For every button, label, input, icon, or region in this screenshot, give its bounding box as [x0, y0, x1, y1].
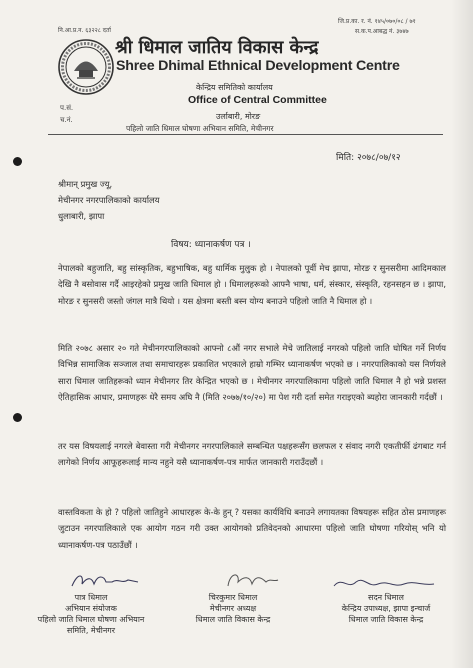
recipient-line-3: धुलाबारी, झापा — [58, 211, 105, 221]
signatory-2-name: चिरकुमार धिमाल — [208, 593, 258, 602]
paragraph-2: मिति २०७८ असार २० गते मेचीनगरपालिकाको आफ्नो ८औं नगर सभाले मेचे जातिलाई नगरको पहिलो जाति घोषित गर्ने निर्णय विभिन्न सामाजिक सञ्जाल तथा समाचारहरू प्रकाशित भएकाले हाम्रो गम्भिर ध्यानाकर्षण भएको छ । नगरपालिकाको यस निर्णयले सारा धिमाल जातिहरूको ध्यान मेचीनगर तिर केन्द्रित भएको छ । मेचीनगर नगरपालिकामा पहिलो जाति धिमाल नै हो भन्ने प्रशस्त ऐतिहासिक आधार, प्रमाणहरू धेरै समय अघि नै (मिति २०७७/१०/२०) मा पेश गरी दर्ता समेत गराइएको ब्यहोरा जानकारी गर्दछौं । — [58, 343, 446, 402]
signatory-1-org-2: समिति, मेचीनगर — [66, 626, 116, 635]
registration-number-left: नि.आ.प्र.न. ६३२२८ दर्ता — [58, 27, 111, 34]
paragraph-3: तर यस विषयलाई नगरले बेवास्ता गरी मेचीनगर नगरपालिकाले सम्बन्धित पक्षहरूसँग छलफल र संवाद नगरी एकतीर्फी ढंगबाट गर्न लागेको निर्णय आफूहरूलाई मान्य नहुने यसै ध्यानाकर्षण-पत्र मार्फत जानकारी गराउँदछौं । — [58, 441, 446, 468]
page-shadow — [451, 0, 473, 668]
office-location: उर्लाबारी, मोरङ — [216, 112, 261, 121]
signatory-1-name: पात्र धिमाल — [74, 593, 108, 602]
signatory-1 — [36, 592, 146, 636]
punch-hole-bottom — [13, 413, 22, 422]
signatory-2-title: मेचीनगर अध्यक्ष — [209, 604, 257, 613]
organization-name-nepali: श्री धिमाल जातिय विकास केन्द्र — [115, 37, 319, 58]
signatory-3 — [316, 592, 456, 625]
signatory-3-title: केन्द्रिय उपाध्यक्ष, झापा इन्चार्ज — [341, 604, 431, 613]
signature-2 — [222, 568, 282, 592]
header-divider — [48, 134, 443, 135]
signatory-3-org: धिमाल जाति विकास केन्द्र — [348, 615, 424, 624]
letter-number-label: प.सं. — [60, 104, 74, 112]
signatory-2-org: धिमाल जाति विकास केन्द्र — [195, 615, 271, 624]
signatory-3-name: सदन धिमाल — [368, 593, 404, 602]
signatory-1-title: अभियान संयोजक — [65, 604, 117, 613]
recipient-line-2: मेचीनगर नगरपालिकाको कार्यालय — [58, 195, 160, 205]
letter-date: मिति: २०७८/०७/१२ — [336, 153, 401, 163]
letter-subject: विषय: ध्यानाकर्षण पत्र । — [171, 240, 251, 250]
signatory-2 — [178, 592, 288, 625]
signatory-1-org: पहिलो जाति धिमाल घोषणा अभियान — [37, 615, 145, 624]
paragraph-1: नेपालको बहुजाति, बहु सांस्कृतिक, बहुभाषिक, बहु धार्मिक मुलुक हो । नेपालको पूर्वी मेच झापा, मोरङ र सुनसरीमा आदिमकाल देखि नै बसोवास गर्दै आइरहेको प्रमुख जाति धिमाल हो । धिमालहरूको आफ्नै भाषा, धर्म, संस्कार, संस्कृति, रहनसहन छ । झापा, मोरङ र सुनसरी जस्तो जंगल मात्रै थियो । यस क्षेत्रमा बस्ती बस्न योग्य बनाउने पहिलो जाति नै धिमाल हो । — [58, 263, 446, 306]
organization-name-english: Shree Dhimal Ethnical Development Centre — [116, 58, 400, 74]
recipient-line-1: श्रीमान् प्रमुख ज्यू, — [58, 179, 113, 189]
paragraph-4: वास्तविकता के हो ? पहिलो जातिहुने आधारहरू के-के हुन् ? यसका कार्यविधि बनाउने लगायतका विषयहरू सहित ठोस प्रमाणहरू जुटाउन नगरपालिकाले एक आयोग गठन गरी उक्त आयोगको प्रतिवेदनको आधारमा पहिलो जाति घोषणा गरियोस् भनि यो ध्यानाकर्षण-पत्र पठाउँछौं । — [58, 507, 446, 550]
punch-hole-top — [13, 157, 22, 166]
campaign-committee-line: पहिलो जाति धिमाल घोषणा अभियान समिति, मेचीनगर — [126, 124, 274, 133]
affiliation-number: स.क.प.आबद्ध नं. ३७४७ — [355, 28, 409, 35]
signature-3 — [330, 574, 440, 594]
central-committee-nepali: केन्द्रिय समितिको कार्यालय — [196, 83, 273, 92]
registration-number-right: जि.प्र.का. र. नं. १४५/०७०/०८ / ७१ — [338, 18, 416, 25]
signature-1 — [68, 570, 148, 592]
dispatch-number-label: च.नं. — [60, 116, 73, 124]
organization-logo — [57, 38, 115, 96]
central-committee-english: Office of Central Committee — [188, 94, 327, 106]
